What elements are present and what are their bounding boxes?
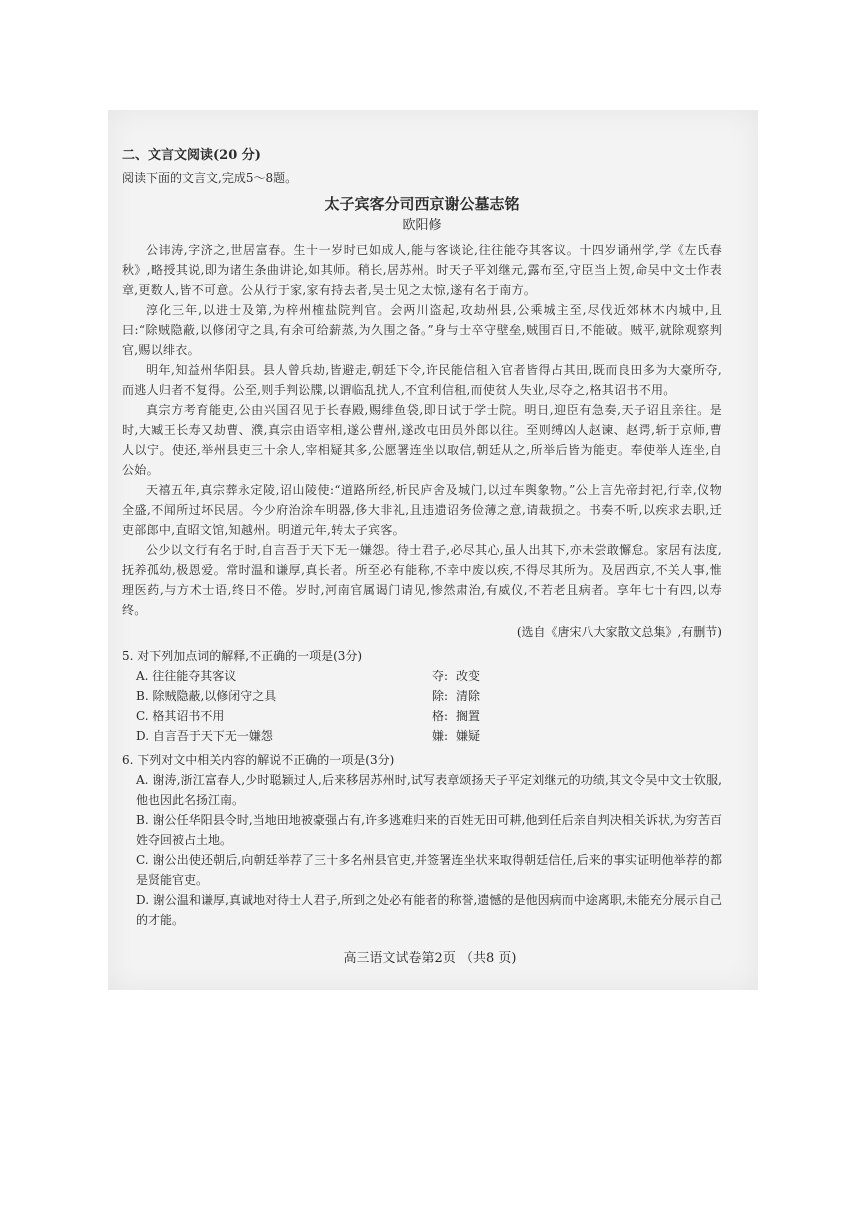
option-text: B. 除贼隐蔽,以修闭守之具 (136, 689, 277, 703)
page-content (122, 146, 722, 930)
question-5-option-a: A. 往往能夺其客议 夺 : 改变 (122, 666, 722, 686)
option-word: 夺 (432, 669, 445, 683)
essay-paragraph-1: 公讳涛,字济之,世居富春。生十一岁时已如成人,能与客谈论,往往能夺其客议。十四岁诵州学,学《左氏春秋》,略授其说,即为诸生条曲讲论,如其师。稍长,居苏州。时天子平刘继元,露布至,守臣当上贺,命吴中文士作表章,更数人,皆不可意。公从行于家,家有持去者,吴士见之太惊,遂有名于南方。 (122, 243, 722, 297)
option-meaning: 改变 (456, 669, 481, 683)
essay-paragraph-4: 真宗方考育能吏,公由兴国召见于长春殿,赐绯鱼袋,即日试于学士院。明日,迎臣有急奏,天子诏且亲往。是时,大臧王长寿又劫曹、濮,真宗由语宰相,遂公曹州,遂改屯田员外郎以往。至则缚凶人赵谏、赵谔,斩于京师,曹人以宁。使还,举州县吏三十余人,宰相疑其多,公愿署连坐以取信,朝廷从之,所举后皆为能吏。奉使举人连坐,自公始。 (122, 403, 722, 477)
option-word: 嫌 (432, 729, 445, 743)
question-6-stem: 6. 下列对文中相关内容的解说不正确的一项是(3分) (122, 753, 395, 767)
question-5-option-c: C. 格其诏书不用 格 : 搁置 (122, 706, 722, 726)
option-word: 除 (432, 689, 445, 703)
option-meaning: 搁置 (456, 709, 481, 723)
section-title: 二、文言文阅读(20 分) (122, 148, 261, 163)
option-meaning: 嫌疑 (456, 729, 481, 743)
question-6-option-b: B. 谢公任华阳县令时,当地田地被豪强占有,许多逃难归来的百姓无田可耕,他到任后亲自判决相关诉状,为穷苦百姓夺回被占土地。 (136, 813, 722, 847)
option-text: C. 格其诏书不用 (136, 709, 225, 723)
essay-paragraph-3: 明年,知益州华阳县。县人曾兵劫,皆避走,朝廷下令,许民能信租入官者皆得占其田,既而良田多为大豪所夺,而逃人归者不复得。公至,则手判讼牒,以谓临乱扰人,不宜利信租,而使贫人失业,尽夺之,格其诏书不用。 (122, 363, 722, 397)
question-5-option-d: D. 自言吾于天下无一嫌怨 嫌 : 嫌疑 (122, 726, 722, 746)
option-text: A. 往往能夺其客议 (136, 669, 237, 683)
question-5-option-b: B. 除贼隐蔽,以修闭守之具 除 : 清除 (122, 686, 722, 706)
question-6-option-a: A. 谢涛,浙江富春人,少时聪颖过人,后来移居苏州时,试写表章颂扬天子平定刘继元的功绩,其文令吴中文士钦服,他也因此名扬江南。 (136, 773, 722, 807)
question-6-option-d: D. 谢公温和谦厚,真诚地对待士人君子,所到之处必有能者的称誉,遗憾的是他因病而中途离职,未能充分展示自己的才能。 (136, 893, 722, 927)
essay-source: (选自《唐宋八大家散文总集》,有删节) (516, 625, 722, 639)
option-meaning: 清除 (456, 689, 481, 703)
option-word: 格 (432, 709, 445, 723)
essay-paragraph-5: 天禧五年,真宗葬永定陵,诏山陵使:“道路所经,析民庐舍及城门,以过车舆象物。”公上言先帝封祀,行幸,仪物全盛,不闻所过坏民居。今少府治涂车明器,侈大非礼,且违遗诏务俭薄之意,请裁损之。书奏不听,以疾求去职,迁吏部郎中,直昭文馆,知越州。明道元年,转太子宾客。 (122, 483, 722, 537)
essay-paragraph-2: 淳化三年,以进士及第,为梓州榷盐院判官。会两川盗起,攻劫州县,公乘城主至,尽伐近郊林木内城中,且曰:“除贼隐蔽,以修闭守之具,有余可给薪蒸,为久围之备。”身与士卒守壁垒,贼围百日,不能破。贼平,就除观察判官,赐以绯衣。 (122, 303, 722, 357)
essay-paragraph-6: 公少以文行有名于时,自言吾于天下无一嫌怨。待士君子,必尽其心,虽人出其下,亦未尝敢懈怠。家居有法度,抚养孤幼,极恩爱。常时温和谦厚,真长者。所至必有能称,不幸中废以疾,不得尽其所为。及居西京,不关人事,惟理医药,与方术士语,终日不倦。岁时,河南官属谒门请见,惨然肃治,有威仪,不若老且病者。享年七十有四,以寿终。 (122, 543, 722, 617)
essay-author: 欧阳修 (402, 218, 442, 233)
page-footer: 高三语文试卷第2页 （共8 页) (343, 951, 517, 966)
essay-title: 太子宾客分司西京谢公墓志铭 (324, 195, 520, 213)
question-6-option-c: C. 谢公出使还朝后,向朝廷举荐了三十多名州县官吏,并签署连坐状来取得朝廷信任,后来的事实证明他举荐的都是贤能官吏。 (136, 853, 722, 887)
section-instruction: 阅读下面的文言文,完成5～8题。 (122, 171, 298, 185)
option-text: D. 自言吾于天下无一嫌怨 (136, 729, 273, 743)
question-5-stem: 5. 对下列加点词的解释,不正确的一项是(3分) (122, 649, 363, 663)
